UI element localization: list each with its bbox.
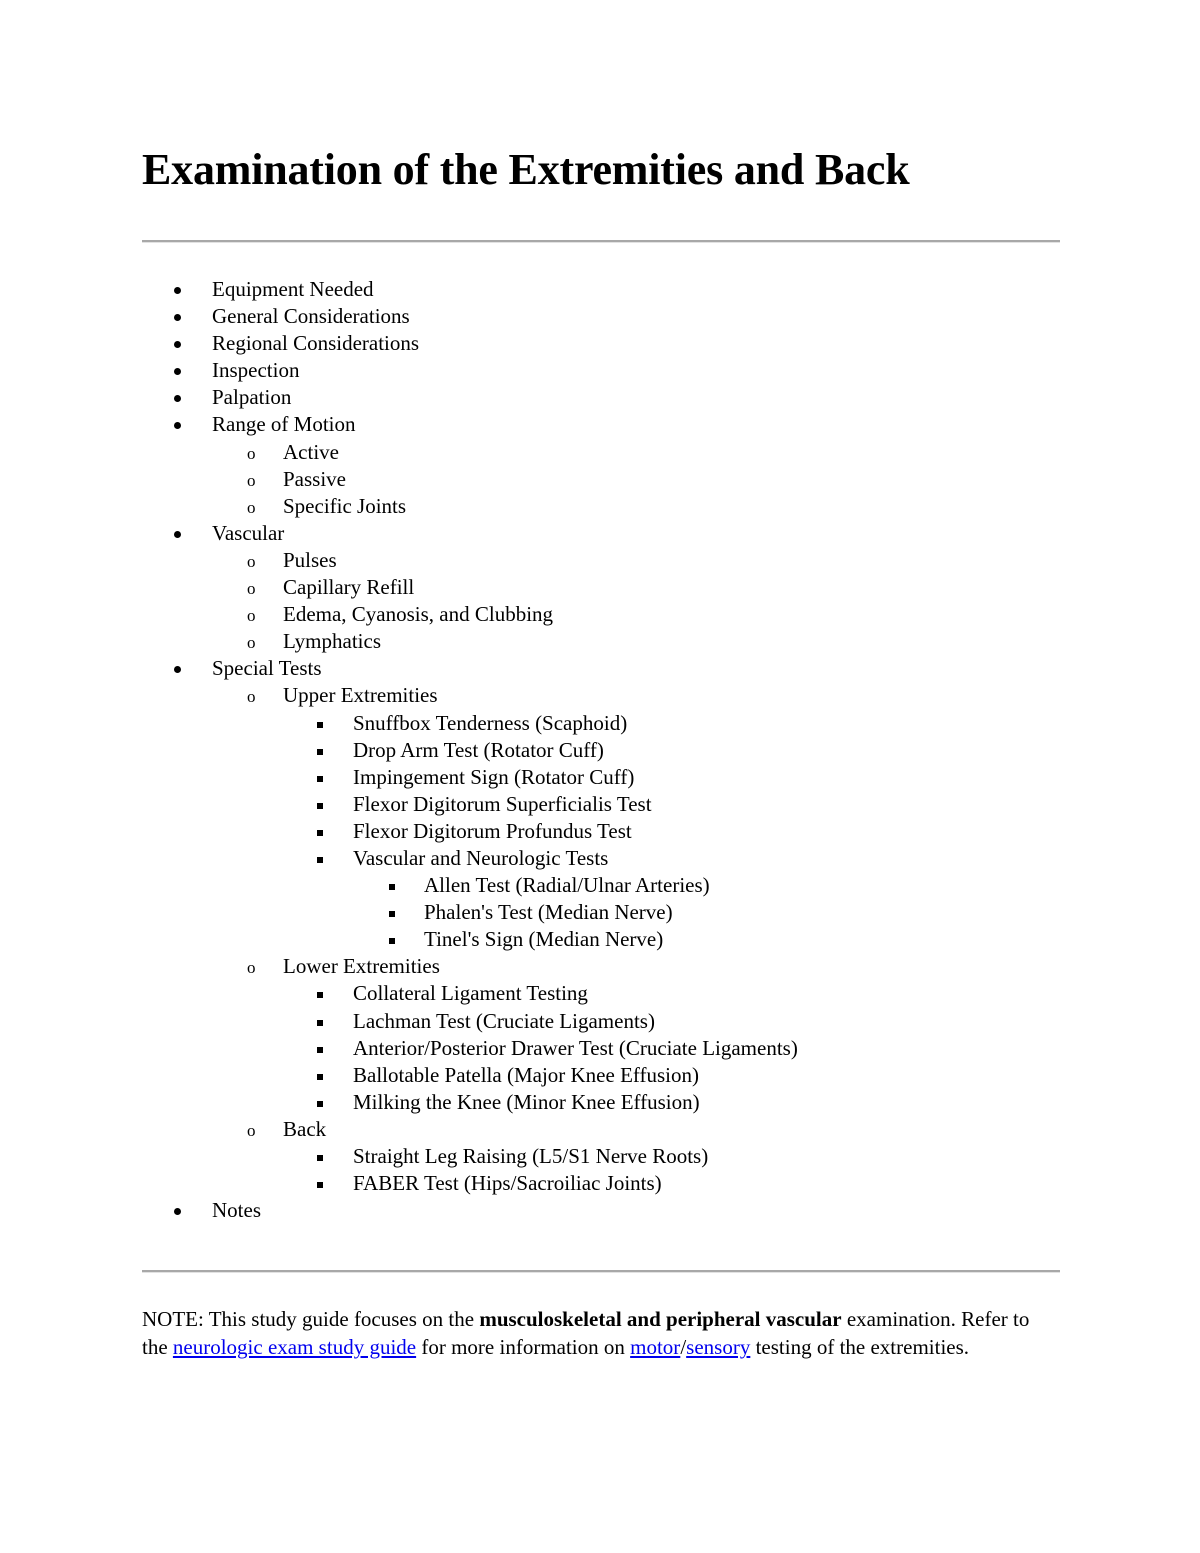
circle-bullet-icon: o <box>247 443 256 463</box>
outline-item-label: Upper Extremities <box>283 683 438 708</box>
outline-item-label: Impingement Sign (Rotator Cuff) <box>353 764 635 789</box>
neurologic-exam-link[interactable]: neurologic exam study guide <box>172 1335 417 1359</box>
outline-item[interactable] <box>142 1197 798 1224</box>
outline-item[interactable] <box>142 926 798 953</box>
circle-bullet-icon: o <box>247 1120 256 1140</box>
note-after-bold: examination. Refer to the <box>142 1307 1030 1359</box>
outline-item-label: Palpation <box>212 385 292 410</box>
outline-item-label: General Considerations <box>212 304 410 329</box>
outline-item-label: Ballotable Patella (Major Knee Effusion) <box>353 1062 700 1087</box>
outline-item-label: Passive <box>283 466 346 491</box>
outline-item-label: Regional Considerations <box>212 331 420 356</box>
outline-item[interactable] <box>142 466 798 493</box>
study-guide-note <box>142 1305 1060 1361</box>
outline-item[interactable] <box>142 574 798 601</box>
outline-item-label: Lower Extremities <box>283 954 440 979</box>
outline-item[interactable] <box>142 953 798 980</box>
sensory-link[interactable]: sensory <box>686 1335 751 1359</box>
outline-item-label: Inspection <box>212 358 300 383</box>
outline-item[interactable] <box>142 845 798 872</box>
circle-bullet-icon: o <box>247 606 256 626</box>
outline-item[interactable] <box>142 1062 798 1089</box>
outline-item-label: Collateral Ligament Testing <box>353 981 588 1006</box>
outline-item-label: Notes <box>212 1198 261 1223</box>
outline-item[interactable] <box>142 872 798 899</box>
outline-item-label: Anterior/Posterior Drawer Test (Cruciate Ligaments) <box>353 1035 798 1060</box>
outline-item-label: Snuffbox Tenderness (Scaphoid) <box>353 710 628 735</box>
circle-bullet-icon: o <box>247 551 256 571</box>
outline-item[interactable] <box>142 330 798 357</box>
note-slash: / <box>680 1335 687 1359</box>
outline-item[interactable] <box>142 601 798 628</box>
outline-item-label: FABER Test (Hips/Sacroiliac Joints) <box>353 1171 662 1196</box>
outline-item[interactable] <box>142 980 798 1007</box>
outline-item[interactable] <box>142 818 798 845</box>
outline-item[interactable] <box>142 1143 798 1170</box>
table-of-contents <box>142 276 798 1224</box>
outline-item-label: Milking the Knee (Minor Knee Effusion) <box>353 1089 700 1114</box>
outline-item-label: Lachman Test (Cruciate Ligaments) <box>353 1008 655 1033</box>
outline-item[interactable] <box>142 384 798 411</box>
outline-item[interactable] <box>142 493 798 520</box>
note-emphasis: musculoskeletal and peripheral vascular <box>479 1307 842 1331</box>
outline-item-label: Equipment Needed <box>212 277 374 301</box>
outline-item-label: Allen Test (Radial/Ulnar Arteries) <box>424 873 710 898</box>
outline-item[interactable] <box>142 655 798 682</box>
outline-item[interactable] <box>142 1116 798 1143</box>
outline-item-label: Specific Joints <box>283 493 407 518</box>
outline-item[interactable] <box>142 1035 798 1062</box>
outline-item[interactable] <box>142 764 798 791</box>
circle-bullet-icon: o <box>247 633 256 653</box>
outline-item-label: Straight Leg Raising (L5/S1 Nerve Roots) <box>353 1144 709 1168</box>
outline-item-label: Active <box>283 439 339 464</box>
outline-item[interactable] <box>142 303 798 330</box>
outline-item[interactable] <box>142 1089 798 1116</box>
outline-item[interactable] <box>142 791 798 818</box>
circle-bullet-icon: o <box>247 470 256 490</box>
circle-bullet-icon: o <box>247 497 256 517</box>
outline-item[interactable] <box>142 899 798 926</box>
outline-item[interactable] <box>142 1008 798 1035</box>
outline-item[interactable] <box>142 547 798 574</box>
top-divider <box>142 240 1060 243</box>
outline-item-label: Range of Motion <box>212 412 356 437</box>
motor-link[interactable]: motor <box>630 1335 681 1359</box>
outline-item-label: Pulses <box>283 547 337 572</box>
outline-item-label: Flexor Digitorum Superficialis Test <box>353 791 652 816</box>
outline-item-label: Flexor Digitorum Profundus Test <box>353 818 632 843</box>
outline-item-label: Vascular <box>212 520 285 545</box>
outline-item-label: Phalen's Test (Median Nerve) <box>424 900 673 925</box>
outline-item[interactable] <box>142 357 798 384</box>
outline-item[interactable] <box>142 520 798 547</box>
outline-item[interactable] <box>142 710 798 737</box>
outline-item-label: Tinel's Sign (Median Nerve) <box>424 927 664 952</box>
outline-item-label: Special Tests <box>212 656 322 681</box>
outline-item[interactable] <box>142 628 798 655</box>
page-title: Examination of the Extremities and Back <box>142 145 910 194</box>
note-prefix: NOTE: This study guide focuses on the <box>142 1307 480 1331</box>
outline-item[interactable] <box>142 411 798 438</box>
outline-item[interactable] <box>142 1170 798 1197</box>
note-suffix: testing of the extremities. <box>750 1335 970 1359</box>
bottom-divider <box>142 1270 1060 1273</box>
outline-item[interactable] <box>142 682 798 709</box>
outline-item-label: Vascular and Neurologic Tests <box>353 845 609 870</box>
outline-item[interactable] <box>142 737 798 764</box>
circle-bullet-icon: o <box>247 687 256 707</box>
outline-item-label: Capillary Refill <box>283 575 415 600</box>
outline-item[interactable] <box>142 439 798 466</box>
note-after-link: for more information on <box>416 1335 631 1359</box>
outline-item-label: Drop Arm Test (Rotator Cuff) <box>353 737 604 762</box>
outline-item-label: Lymphatics <box>283 629 381 654</box>
circle-bullet-icon: o <box>247 958 256 978</box>
outline-item-label: Edema, Cyanosis, and Clubbing <box>283 602 554 627</box>
outline-item-label: Back <box>283 1116 327 1141</box>
circle-bullet-icon: o <box>247 579 256 599</box>
outline-item[interactable] <box>142 276 798 303</box>
